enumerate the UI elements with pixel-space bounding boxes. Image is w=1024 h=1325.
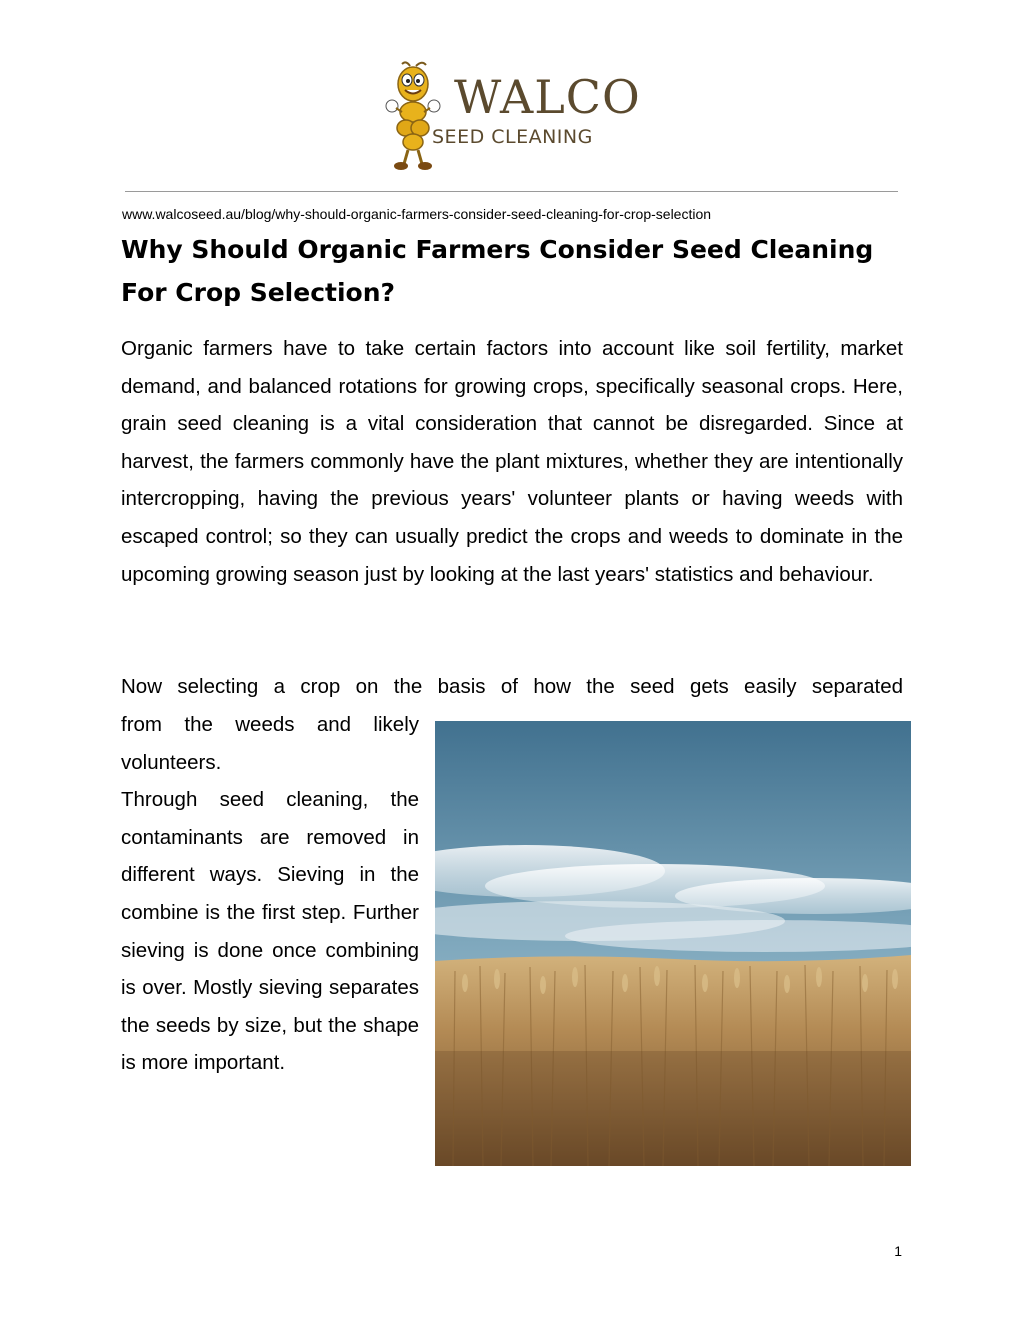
wheat-field-photo	[435, 721, 911, 1166]
cleaning-paragraph: Through seed cleaning, the contaminants are removed in different ways. Sieving in the combine is the first step. Further sieving is done once combining is over. Mostly sieving separates the seeds by size, but the shape is more important.	[121, 788, 419, 1075]
selecting-paragraph-first-line: Now selecting a crop on the basis of how the seed gets easily separated	[121, 675, 903, 698]
intro-paragraph: Organic farmers have to take certain factors into account like soil fertility, market demand, and balanced rotations for growing crops, specifically seasonal crops. Here, grain seed cleaning is a vital consideration that cannot be disregarded. Since at harvest, the farmers commonly have the plant mixtures, whether they are intentionally intercropping, having the previous years' volunteer plants or having weeds with escaped control; so they can usually predict the crops and weeds to dominate in the upcoming growing season just by looking at the last years' statistics and behaviour.	[121, 337, 903, 586]
page-number: 1	[894, 1243, 902, 1259]
title-line-1: Why Should Organic Farmers Consider Seed Cleaning	[121, 235, 874, 264]
article-title	[121, 228, 881, 314]
title-line-2: For Crop Selection?	[121, 278, 396, 307]
walco-logo	[382, 60, 644, 172]
logo-wordmark: WALCO	[454, 70, 641, 124]
wheat-field-illustration	[435, 721, 911, 1166]
header-divider	[125, 191, 898, 192]
wheat-mascot-icon	[382, 60, 442, 172]
article-url: www.walcoseed.au/blog/why-should-organic-farmers-consider-seed-cleaning-for-crop-selection	[122, 206, 712, 222]
wrapped-text-column	[121, 706, 419, 1082]
logo-subtitle: SEED CLEANING	[432, 126, 593, 148]
selecting-paragraph-rest: from the weeds and likely volunteers.	[121, 713, 419, 774]
